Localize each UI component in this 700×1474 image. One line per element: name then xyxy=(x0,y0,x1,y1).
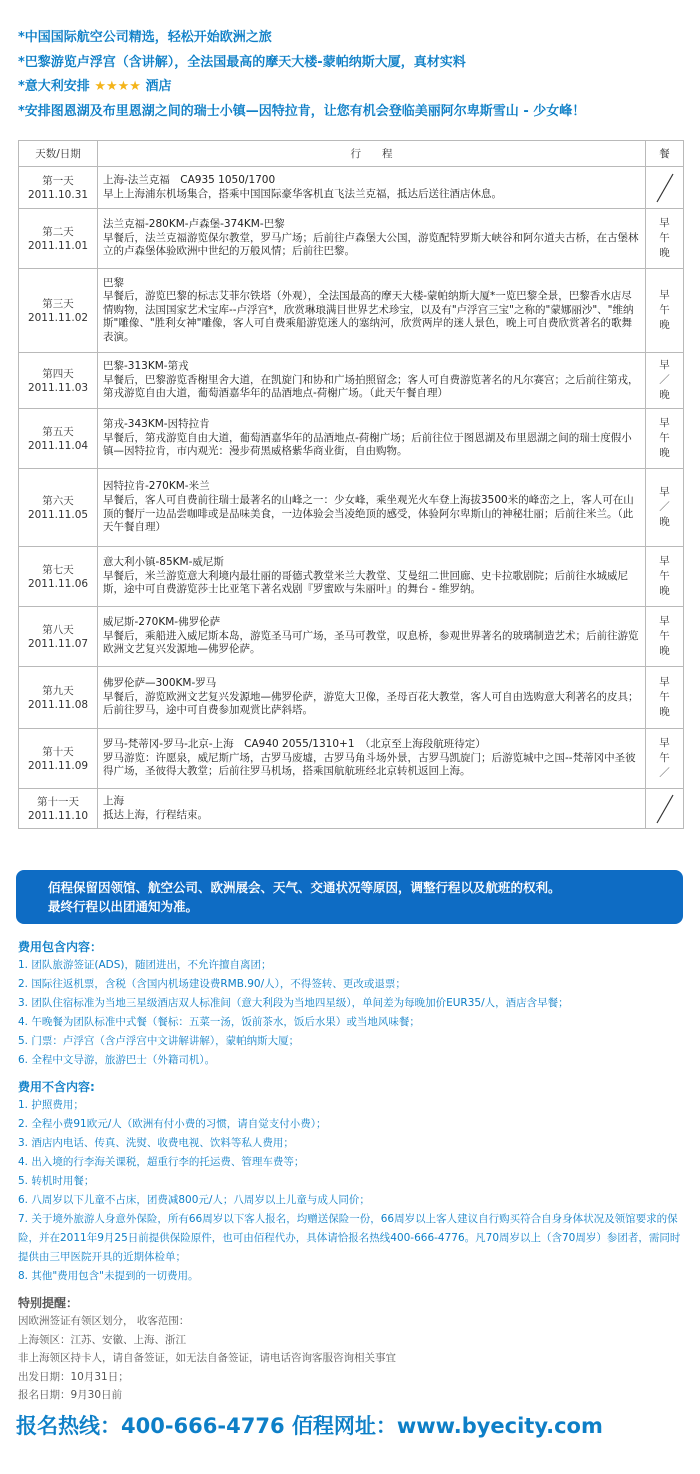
day-date: 2011.11.06 xyxy=(27,577,89,590)
table-row xyxy=(19,409,684,469)
excluded-item: 3. 酒店内电话、传真、洗熨、收费电视、饮料等私人费用； xyxy=(18,1137,294,1149)
meal-mark: 早 xyxy=(659,217,670,229)
excluded-item: 2. 全程小费91欧元/人（欧洲有付小费的习惯，请自觉支付小费）； xyxy=(18,1118,327,1130)
no-meal-slash-icon xyxy=(653,793,677,825)
day-label: 第三天 xyxy=(42,297,74,310)
day-label: 第二天 xyxy=(42,225,74,238)
highlight-4: *安排图恩湖及布里恩湖之间的瑞士小镇—因特拉肯，让您有机会登临美丽阿尔卑斯雪山 - 少女峰！ xyxy=(18,103,586,119)
meal-mark: 早 xyxy=(659,289,670,301)
route-cell xyxy=(98,409,646,469)
route-cell xyxy=(98,607,646,667)
special-title: 特别提醒： xyxy=(18,1296,79,1310)
day-label: 第七天 xyxy=(42,563,74,576)
route-cell xyxy=(98,789,646,829)
route-detail: 早餐后，法兰克福游览保尔教堂，罗马广场；后前往卢森堡大公国，游览配特罗斯大峡谷和阿尔道夫古桥，在古堡林立的卢森堡体验欧洲中世纪的万般风情；后前往巴黎。 xyxy=(103,231,639,258)
special-item: 报名日期：9月30日前 xyxy=(18,1389,123,1402)
included-section xyxy=(18,938,688,1070)
table-row xyxy=(19,789,684,829)
header-day: 天数/日期 xyxy=(19,141,98,167)
table-row xyxy=(19,269,684,353)
route-title: 佛罗伦萨—300KM-罗马 xyxy=(103,677,217,690)
table-row xyxy=(19,353,684,409)
route-title: 意大利小镇-85KM-威尼斯 xyxy=(103,556,224,569)
day-label: 第八天 xyxy=(42,623,74,636)
day-cell xyxy=(19,729,98,789)
route-cell xyxy=(98,167,646,209)
notice-banner xyxy=(16,870,683,924)
meal-cell xyxy=(646,269,684,353)
included-item: 1. 团队旅游签证(ADS)，随团进出，不允许擅自离团； xyxy=(18,959,272,971)
meal-mark: 早 xyxy=(659,555,670,567)
route-cell xyxy=(98,269,646,353)
route-cell xyxy=(98,353,646,409)
meal-cell xyxy=(646,353,684,409)
route-detail: 早餐后，第戎游览自由大道，葡萄酒嘉华年的品酒地点-荷榭广场；后前往位于图恩湖及布里恩湖之间的瑞士度假小镇—因特拉肯，市内观光：漫步荷黑威格紫华商业街，自由购物。 xyxy=(103,431,632,458)
meal-mark: 午 xyxy=(659,432,670,444)
meal-cell xyxy=(646,789,684,829)
day-date: 2011.11.04 xyxy=(27,439,89,452)
meal-mark: 午 xyxy=(659,570,670,582)
highlight-1: *中国国际航空公司精选，轻松开始欧洲之旅 xyxy=(18,30,272,45)
route-title: 罗马-梵蒂冈-罗马-北京-上海 CA940 2055/1310+1 （北京至上海段航班待定） xyxy=(103,738,486,751)
meal-mark: 早 xyxy=(659,615,670,627)
excluded-item: 8. 其他"费用包含"未提到的一切费用。 xyxy=(18,1270,199,1282)
hotel-stars: ★★★★ xyxy=(94,79,141,95)
day-label: 第十天 xyxy=(42,745,74,758)
itinerary-table xyxy=(18,140,684,829)
table-row xyxy=(19,607,684,667)
notice-line-1: 佰程保留因领馆、航空公司、欧洲展会、天气、交通状况等原因，调整行程以及航班的权利。 xyxy=(48,880,561,895)
route-title: 上海-法兰克福 CA935 1050/1700 xyxy=(103,173,276,186)
header-meal: 餐 xyxy=(646,141,684,167)
day-cell xyxy=(19,209,98,269)
meal-mark: ／ xyxy=(659,501,670,513)
included-item: 2. 国际往返机票，含税（含国内机场建设费RMB.90/人），不得签转、更改或退票； xyxy=(18,978,406,990)
route-detail: 罗马游览：许愿泉，威尼斯广场，古罗马废墟，古罗马角斗场外景，古罗马凯旋门；后游览城中之国--梵蒂冈中圣彼得广场，圣彼得大教堂；后前往罗马机场，搭乘国航航班经北京转机返回上海。 xyxy=(103,751,636,778)
meal-cell xyxy=(646,409,684,469)
special-section xyxy=(18,1294,688,1405)
excluded-item: 4. 出入境的行李海关课税，超重行李的托运费、管理车费等； xyxy=(18,1156,305,1168)
meal-mark: 晚 xyxy=(659,389,670,401)
table-row xyxy=(19,469,684,547)
notice-line-2: 最终行程以出团通知为准。 xyxy=(48,899,199,914)
day-date: 2011.11.07 xyxy=(27,637,89,650)
day-label: 第一天 xyxy=(42,174,74,187)
special-item: 非上海领区持卡人，请自备签证，如无法自备签证，请电话咨询客服咨询相关事宜 xyxy=(18,1352,396,1365)
meal-mark: 午 xyxy=(659,752,670,764)
day-date: 2011.11.02 xyxy=(27,311,89,324)
included-title: 费用包含内容： xyxy=(18,940,103,954)
table-header-row xyxy=(19,141,684,167)
meal-mark: ／ xyxy=(659,374,670,386)
day-label: 第五天 xyxy=(42,425,74,438)
day-cell xyxy=(19,469,98,547)
route-title: 威尼斯-270KM-佛罗伦萨 xyxy=(103,616,221,629)
excluded-section xyxy=(18,1078,688,1286)
route-cell xyxy=(98,729,646,789)
meal-mark: 午 xyxy=(659,691,670,703)
slash-line xyxy=(657,174,673,202)
route-detail: 早餐后，米兰游览意大利境内最壮丽的哥德式教堂米兰大教堂、艾曼纽二世回廊、史卡拉歌剧院；后前往水城威尼斯，途中可自费游览莎士比亚笔下著名戏剧『罗蜜欧与朱丽叶』的舞台 - 维罗纳。 xyxy=(103,569,628,596)
special-item: 出发日期：10月31日； xyxy=(18,1370,129,1383)
day-date: 2011.11.10 xyxy=(27,809,89,822)
special-item: 上海领区：江苏、安徽、上海、浙江 xyxy=(18,1333,186,1346)
meal-mark: 早 xyxy=(659,486,670,498)
day-label: 第四天 xyxy=(42,367,74,380)
excluded-item: 5. 转机时用餐； xyxy=(18,1175,95,1187)
meal-cell xyxy=(646,607,684,667)
day-label: 第十一天 xyxy=(37,795,79,808)
highlight-3-text: *意大利安排 xyxy=(18,79,90,95)
route-detail: 抵达上海，行程结束。 xyxy=(103,808,208,821)
route-cell xyxy=(98,469,646,547)
route-cell xyxy=(98,667,646,729)
day-label: 第九天 xyxy=(42,684,74,697)
meal-cell xyxy=(646,209,684,269)
day-date: 2011.11.05 xyxy=(27,508,89,521)
itinerary-body xyxy=(19,167,684,829)
meal-mark: 午 xyxy=(659,304,670,316)
hotel-suffix: 酒店 xyxy=(140,79,172,95)
route-detail: 早上上海浦东机场集合，搭乘中国国际豪华客机直飞法兰克福，抵达后送往酒店休息。 xyxy=(103,187,502,200)
meal-cell xyxy=(646,667,684,729)
included-item: 4. 午晚餐为团队标准中式餐（餐标：五菜一汤，饭前茶水，饭后水果）或当地风味餐； xyxy=(18,1016,420,1028)
day-date: 2011.10.31 xyxy=(27,188,89,201)
meal-mark: 晚 xyxy=(659,319,670,331)
day-cell xyxy=(19,409,98,469)
meal-mark: 晚 xyxy=(659,247,670,259)
included-item: 6. 全程中文导游，旅游巴士（外籍司机）。 xyxy=(18,1054,216,1066)
table-row xyxy=(19,167,684,209)
day-date: 2011.11.08 xyxy=(27,698,89,711)
meal-cell xyxy=(646,729,684,789)
special-item: 因欧洲签证有领区划分， 收客范围： xyxy=(18,1315,190,1327)
meal-mark: 早 xyxy=(659,737,670,749)
excluded-item: 6. 八周岁以下儿童不占床，团费减800元/人；八周岁以上儿童与成人同价； xyxy=(18,1194,370,1206)
slash-line xyxy=(657,795,673,823)
day-cell xyxy=(19,789,98,829)
route-cell xyxy=(98,547,646,607)
day-label: 第六天 xyxy=(42,494,74,507)
route-cell xyxy=(98,209,646,269)
route-detail: 早餐后，乘船进入威尼斯本岛，游览圣马可广场，圣马可教堂，叹息桥，参观世界著名的玻璃制造艺术；后前往游览欧洲文艺复兴发源地—佛罗伦萨。 xyxy=(103,629,639,656)
excluded-item: 1. 护照费用； xyxy=(18,1099,84,1111)
day-cell xyxy=(19,607,98,667)
footer-hotline: 报名热线：400-666-4776 佰程网址：www.byecity.com xyxy=(16,1414,603,1438)
route-title: 因特拉肯-270KM-米兰 xyxy=(103,480,210,493)
day-date: 2011.11.03 xyxy=(27,381,89,394)
table-row xyxy=(19,209,684,269)
table-row xyxy=(19,729,684,789)
highlights xyxy=(18,26,688,124)
day-cell xyxy=(19,167,98,209)
route-detail: 早餐后，游览欧洲文艺复兴发源地—佛罗伦萨，游览大卫像，圣母百花大教堂，客人可自由选购意大利著名的皮具；后前往罗马，途中可自费参加观赏比萨斜塔。 xyxy=(103,690,639,717)
meal-mark: 晚 xyxy=(659,447,670,459)
meal-mark: ／ xyxy=(659,767,670,779)
route-detail: 早餐后，游览巴黎的标志艾菲尔铁塔（外观），全法国最高的摩天大楼-蒙帕纳斯大厦*一览巴黎全景，巴黎香水店尽情购物，法国国家艺术宝库--卢浮宫*，欣赏琳琅满目世界艺术珍宝，以及有"卢浮宫三宝"之称的"蒙娜丽沙"、"维纳斯"雕像、"胜利女神"雕像，客人可自费乘船游览迷人的塞纳河，欣赏两岸的迷人景色，晚上可自费欣赏著名的歌舞表演。 xyxy=(103,290,634,343)
meal-mark: 晚 xyxy=(659,706,670,718)
meal-mark: 晚 xyxy=(659,516,670,528)
meal-cell xyxy=(646,547,684,607)
route-title: 上海 xyxy=(103,794,124,807)
included-item: 3. 团队住宿标准为当地三星级酒店双人标准间（意大利段为当地四星级），单间差为每晚加价EUR35/人，酒店含早餐； xyxy=(18,997,569,1009)
meal-cell xyxy=(646,469,684,547)
meal-mark: 早 xyxy=(659,417,670,429)
no-meal-slash-icon xyxy=(653,172,677,204)
route-title: 第戎-343KM-因特拉肯 xyxy=(103,418,210,431)
route-title: 法兰克福-280KM-卢森堡-374KM-巴黎 xyxy=(103,218,285,231)
day-cell xyxy=(19,269,98,353)
route-detail: 早餐后，客人可自费前往瑞士最著名的山峰之一：少女峰，乘坐观光火车登上海拔3500米的峰峦之上，客人可在山顶的餐厅一边品尝咖啡或是品味美食，一边体验会当凌绝顶的感受，体验阿尔卑斯山的神秘壮丽；后前往米兰。（此天午餐自理） xyxy=(103,493,634,534)
route-title: 巴黎-313KM-第戎 xyxy=(103,360,189,373)
header-route: 行 程 xyxy=(98,141,646,167)
meal-mark: 午 xyxy=(659,232,670,244)
table-row xyxy=(19,667,684,729)
day-date: 2011.11.09 xyxy=(27,759,89,772)
meal-cell xyxy=(646,167,684,209)
highlight-3 xyxy=(18,75,688,100)
meal-mark: 午 xyxy=(659,630,670,642)
excluded-title: 费用不含内容: xyxy=(18,1080,95,1094)
route-detail: 早餐后，巴黎游览香榭里舍大道，在凯旋门和协和广场拍照留念；客人可自费游览著名的凡尔赛宫；之后前往第戎，第戎游览自由大道，葡萄酒嘉华年的品酒地点-荷榭广场。（此天午餐自理） xyxy=(103,373,639,400)
meal-mark: 晚 xyxy=(659,585,670,597)
day-cell xyxy=(19,667,98,729)
route-title: 巴黎 xyxy=(103,276,124,289)
day-date: 2011.11.01 xyxy=(27,239,89,252)
meal-mark: 早 xyxy=(659,359,670,371)
meal-mark: 晚 xyxy=(659,645,670,657)
day-cell xyxy=(19,353,98,409)
excluded-item: 7. 关于境外旅游人身意外保险，所有66周岁以下客人报名，均赠送保险一份，66周岁以上客人建议自行购买符合自身身体状况及领馆要求的保险，并在2011年9月25日前提供保险原件，也可由佰程代办，具体请恰报名热线400-666-4776。凡70周岁以上（含70周岁）参团者，需同时提供由三甲医院开具的近期体检单； xyxy=(18,1213,681,1263)
highlight-2: *巴黎游览卢浮宫（含讲解），全法国最高的摩天大楼-蒙帕纳斯大厦，真材实料 xyxy=(18,54,466,70)
table-row xyxy=(19,547,684,607)
included-item: 5. 门票：卢浮宫（含卢浮宫中文讲解讲解），蒙帕纳斯大厦； xyxy=(18,1035,300,1047)
day-cell xyxy=(19,547,98,607)
meal-mark: 早 xyxy=(659,676,670,688)
